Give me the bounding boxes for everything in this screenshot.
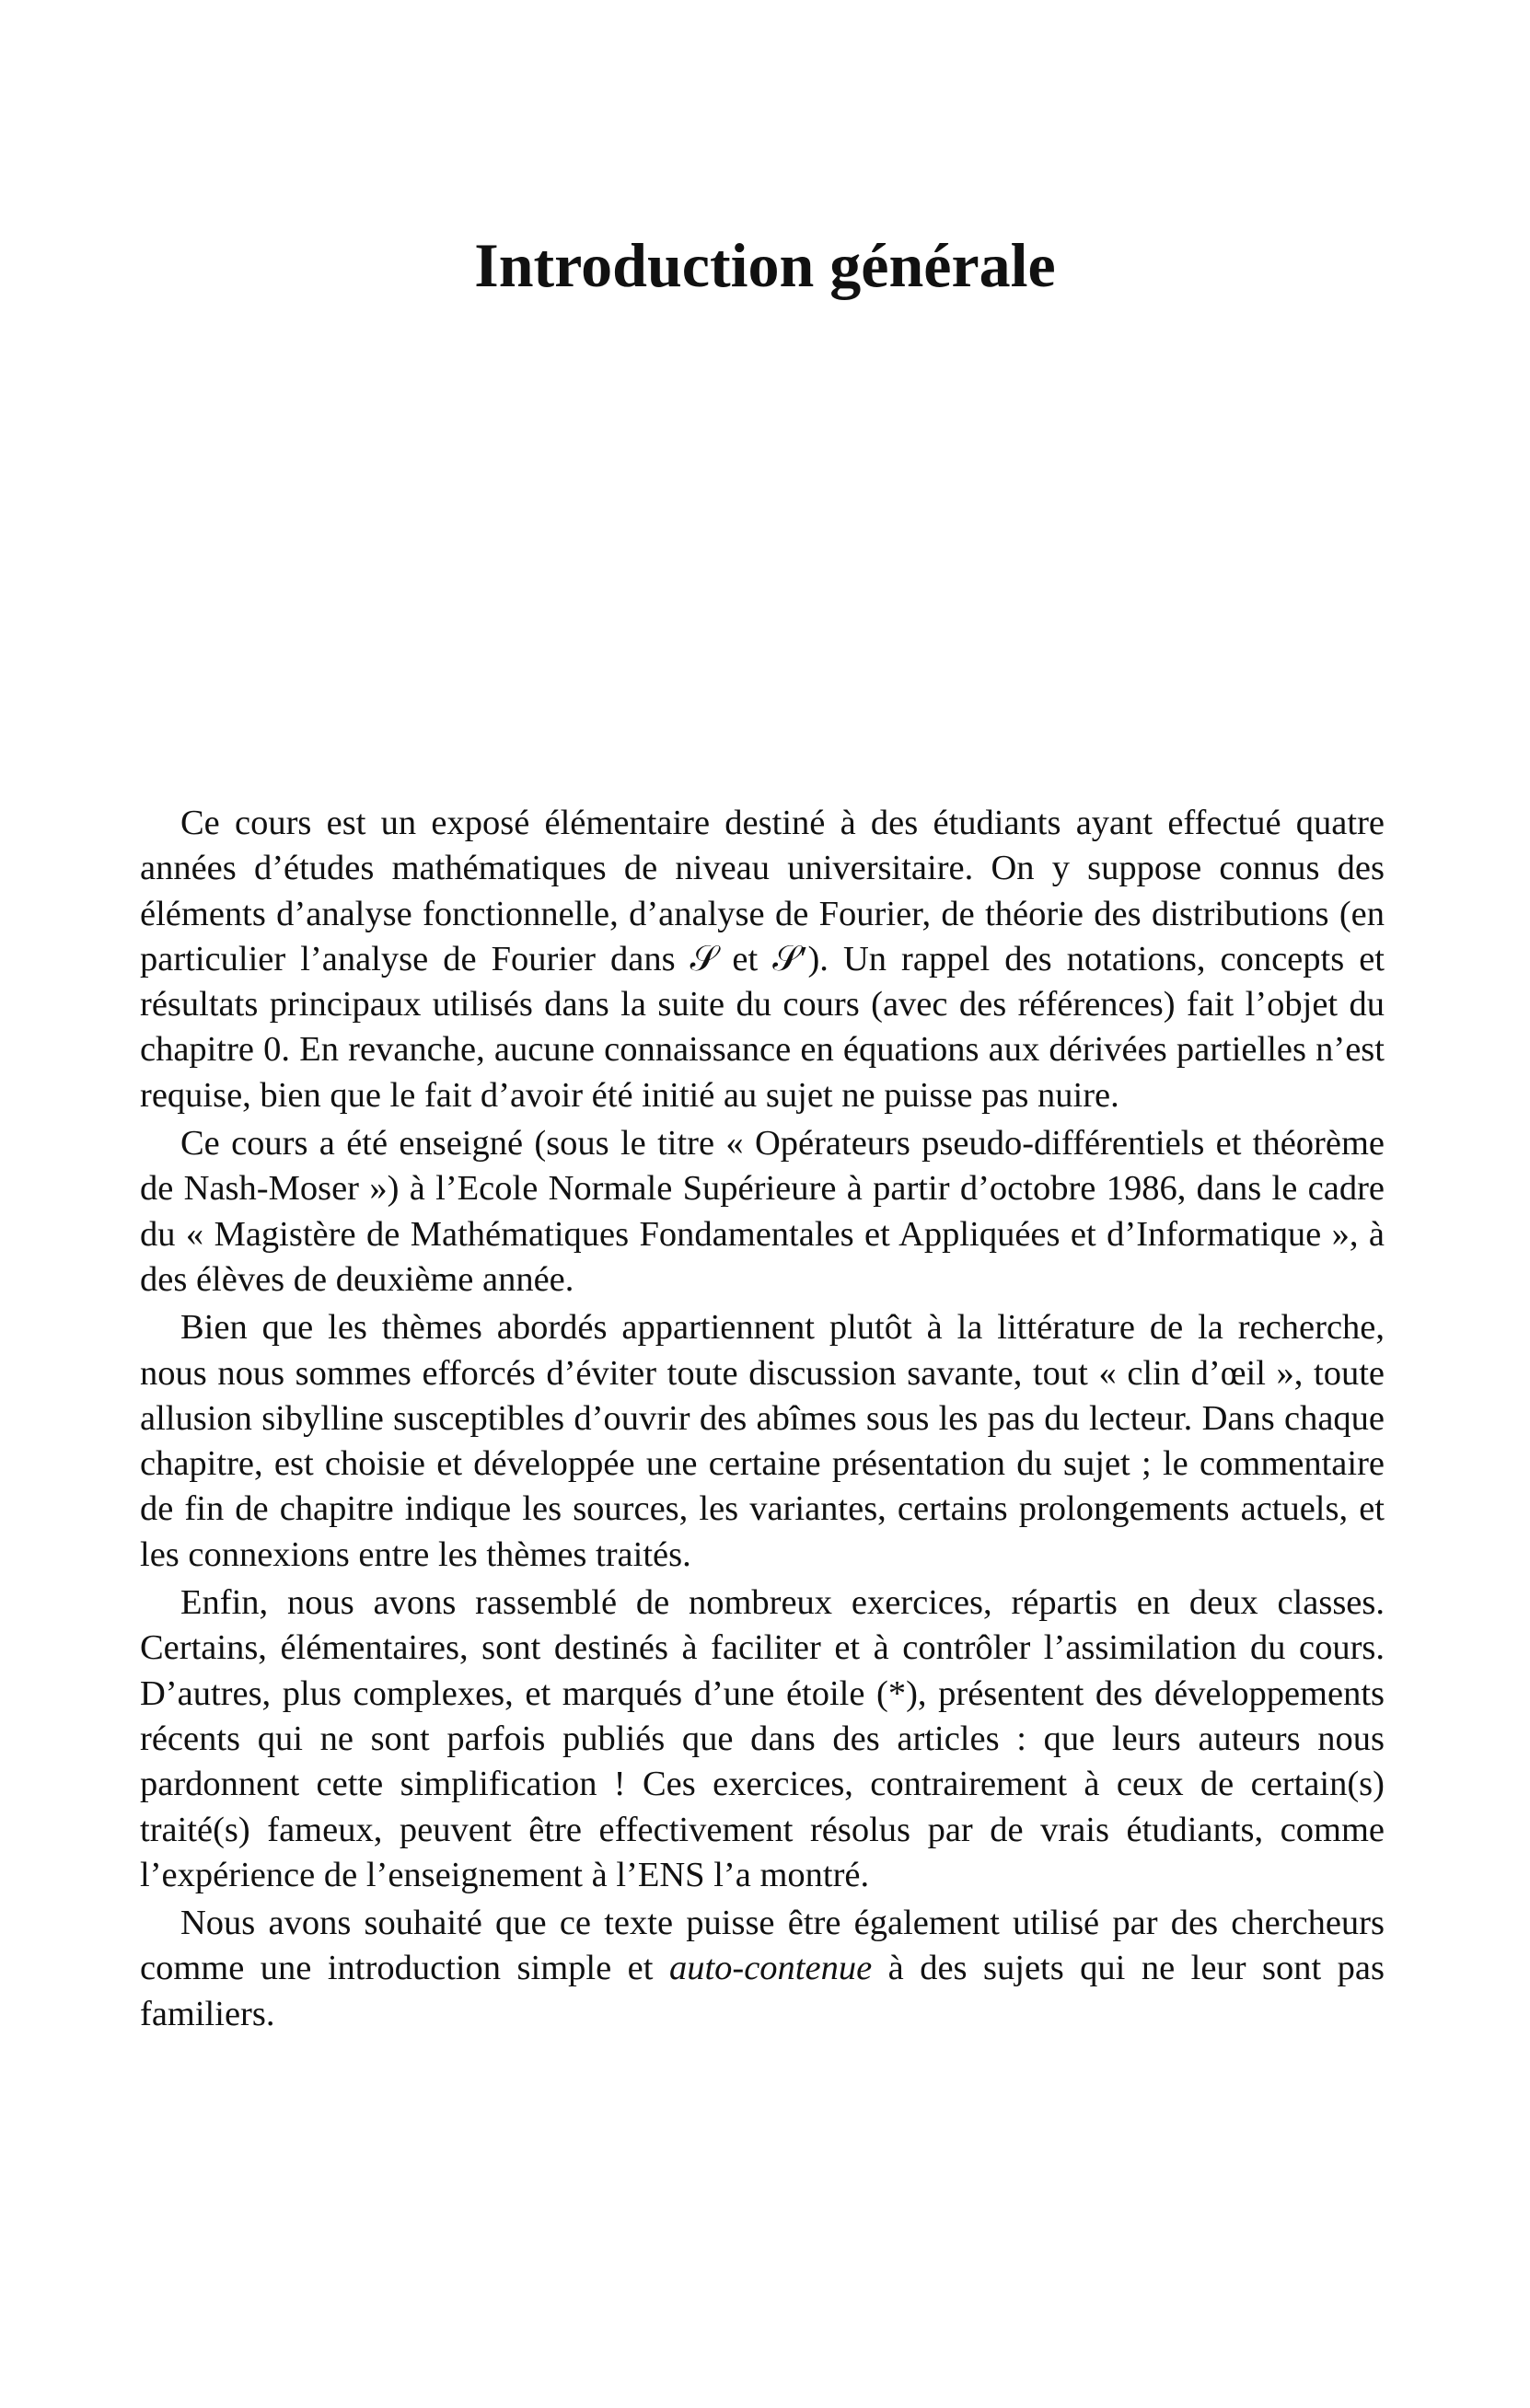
- paragraph-approach: Bien que les thèmes abordés appartiennent plutôt à la littérature de la recherche, nous nous sommes efforcés d’éviter toute discussion savante, tout « clin d’œil », toute allusion sibylline susceptibles d’ouvrir des abîmes sous les pas du lecteur. Dans chaque chapitre, est choisie et développée une certaine présentation du sujet ; le commentaire de fin de chapitre indique les sources, les variantes, certains prolongements actuels, et les connexions entre les thèmes traités.: [140, 1308, 1385, 1574]
- emphasis-auto-contenue: auto-contenue: [668, 1949, 873, 1988]
- paragraph-exercises: Enfin, nous avons rassemblé de nombreux exercices, répartis en deux classes. Certains, élémentaires, sont destinés à faciliter et à contrôler l’assimilation du cours. D’autres, plus complexes, et marqués d’une étoile (*), présentent des développements récents qui ne sont parfois publiés que dans des articles : que leurs auteurs nous pardonnent cette simplification ! Ces exercices, contrairement à ceux de certain(s) traité(s) fameux, peuvent être effectivement résolus par de vrais étudiants, comme l’expérience de l’enseignement à l’ENS l’a montré.: [140, 1583, 1385, 1894]
- paragraph-audience-start: Nous avons souhaité que ce texte puisse être également utilisé par des chercheurs comme une introduction simple et: [140, 1904, 1385, 1988]
- paragraph-teaching-history: Ce cours a été enseigné (sous le titre « Opérateurs pseudo-différentiels et théorème de Nash-Moser ») à l’Ecole Normale Supérieure à partir d’octobre 1986, dans le cadre du « Magistère de Mathématiques Fondamentales et Appliquées et d’Informatique », à des élèves de deuxième année.: [140, 1124, 1385, 1299]
- page-title: Introduction générale: [474, 230, 1056, 300]
- paragraph-prerequisites: Ce cours est un exposé élémentaire destiné à des étudiants ayant effectué quatre années d’études mathématiques de niveau universitaire. On y suppose connus des éléments d’analyse fonctionnelle, d’analyse de Fourier, de théorie des distributions (en particulier l’analyse de Fourier dans 𝒮 et 𝒮′). Un rappel des notations, concepts et résultats principaux utilisés dans la suite du cours (avec des références) fait l’objet du chapitre 0. En revanche, aucune connaissance en équations aux dérivées partielles n’est requise, bien que le fait d’avoir été initié au sujet ne puisse pas nuire.: [140, 804, 1385, 1115]
- paragraph-audience-end: à des sujets qui ne leur sont pas familiers.: [140, 1949, 1385, 2033]
- paragraph-audience: [140, 1901, 1385, 2037]
- body-text: [140, 801, 1385, 2037]
